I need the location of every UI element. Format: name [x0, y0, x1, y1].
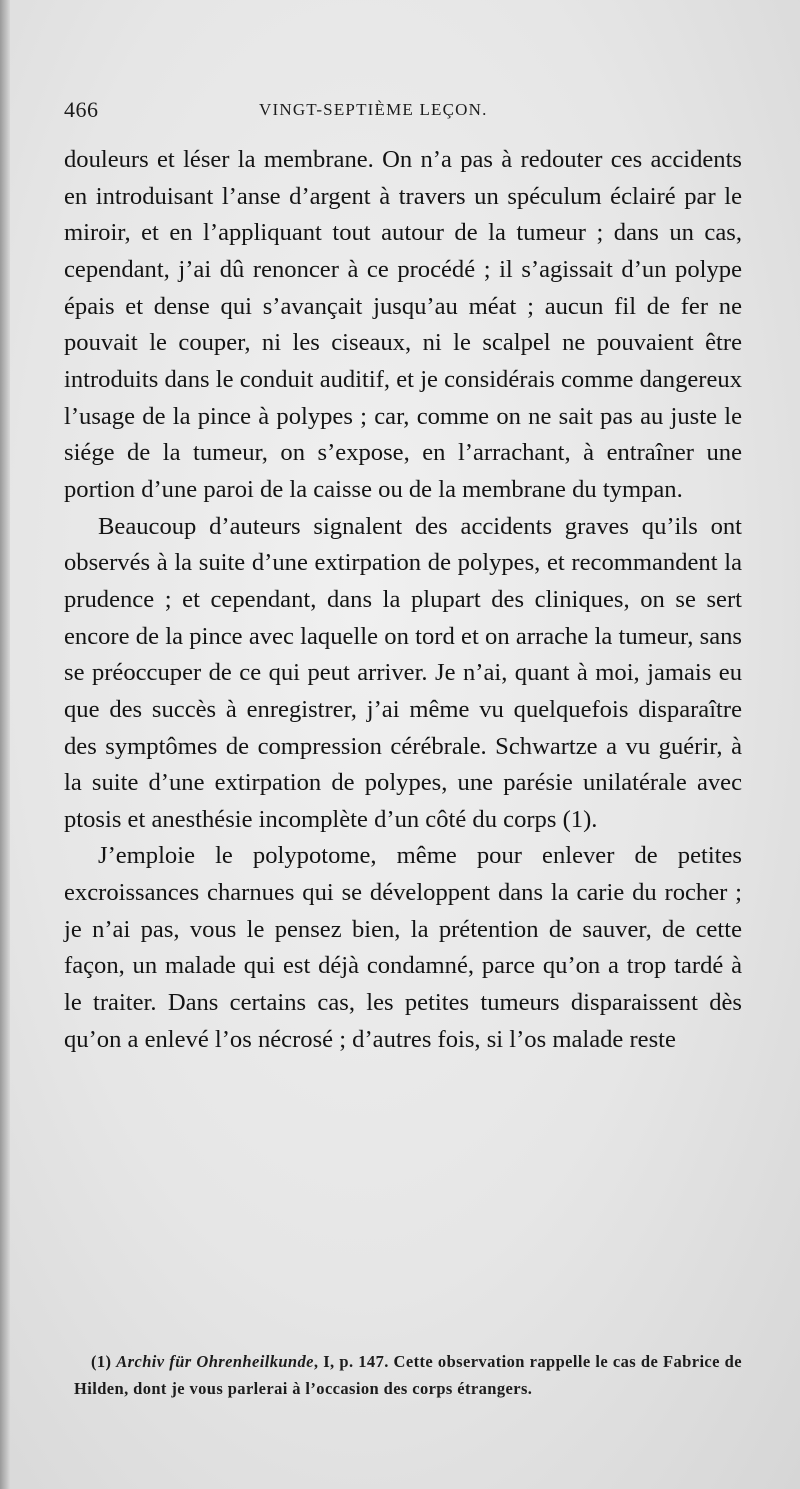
page-number: 466	[64, 97, 99, 122]
paragraph: Beaucoup d’auteurs signalent des accidents graves qu’ils ont observés à la suite d’une extirpation de polypes, et recommandent la prudence ; et cependant, dans la plupart des cliniques, on se sert encore de la pince avec laquelle on tord et on arrache la tumeur, sans se préoccuper de ce qui peut arriver. Je n’ai, quant à moi, jamais eu que des succès à enregistrer, j’ai même vu quelquefois disparaître des symptômes de compression cérébrale. Schwartze a vu guérir, à la suite d’une extirpation de polypes, une parésie unilatérale avec ptosis et anesthésie incomplète d’un côté du corps (1).	[64, 512, 742, 833]
body-text	[64, 142, 742, 1058]
footnote-text: , I, p. 147. Cette observation rappelle le cas de Fabrice de Hilden, dont je vous parlerai à l’occasion des corps étrangers.	[74, 1352, 742, 1398]
page-header	[64, 97, 744, 127]
running-head: VINGT-SEPTIÈME LEÇON.	[259, 100, 488, 119]
paragraph: douleurs et léser la membrane. On n’a pas à redouter ces accidents en introduisant l’anse d’argent à travers un spéculum éclairé par le miroir, et en l’appliquant tout autour de la tumeur ; dans un cas, cependant, j’ai dû renoncer à ce procédé ; il s’agissait d’un polype épais et dense qui s’avançait jusqu’au méat ; aucun fil de fer ne pouvait le couper, ni les ciseaux, ni le scalpel ne pouvaient être introduits dans le conduit auditif, et je considérais comme dangereux l’usage de la pince à polypes ; car, comme on ne sait pas au juste le siége de la tumeur, on s’expose, en l’arrachant, à entraîner une portion d’une paroi de la caisse ou de la membrane du tympan.	[64, 146, 742, 503]
footnote-source-title: Archiv für Ohrenheilkunde	[116, 1352, 314, 1371]
footnote-marker: (1)	[91, 1352, 112, 1371]
paragraph: J’emploie le polypotome, même pour enlever de petites excroissances charnues qui se développent dans la carie du rocher ; je n’ai pas, vous le pensez bien, la prétention de sauver, de cette façon, un malade qui est déjà condamné, parce qu’on a trop tardé à le traiter. Dans certains cas, les petites tumeurs disparaissent dès qu’on a enlevé l’os nécrosé ; d’autres fois, si l’os malade reste	[64, 842, 742, 1053]
page-edge-shadow	[0, 0, 10, 1489]
footnote-paragraph	[74, 1349, 742, 1402]
footnote	[74, 1349, 742, 1402]
